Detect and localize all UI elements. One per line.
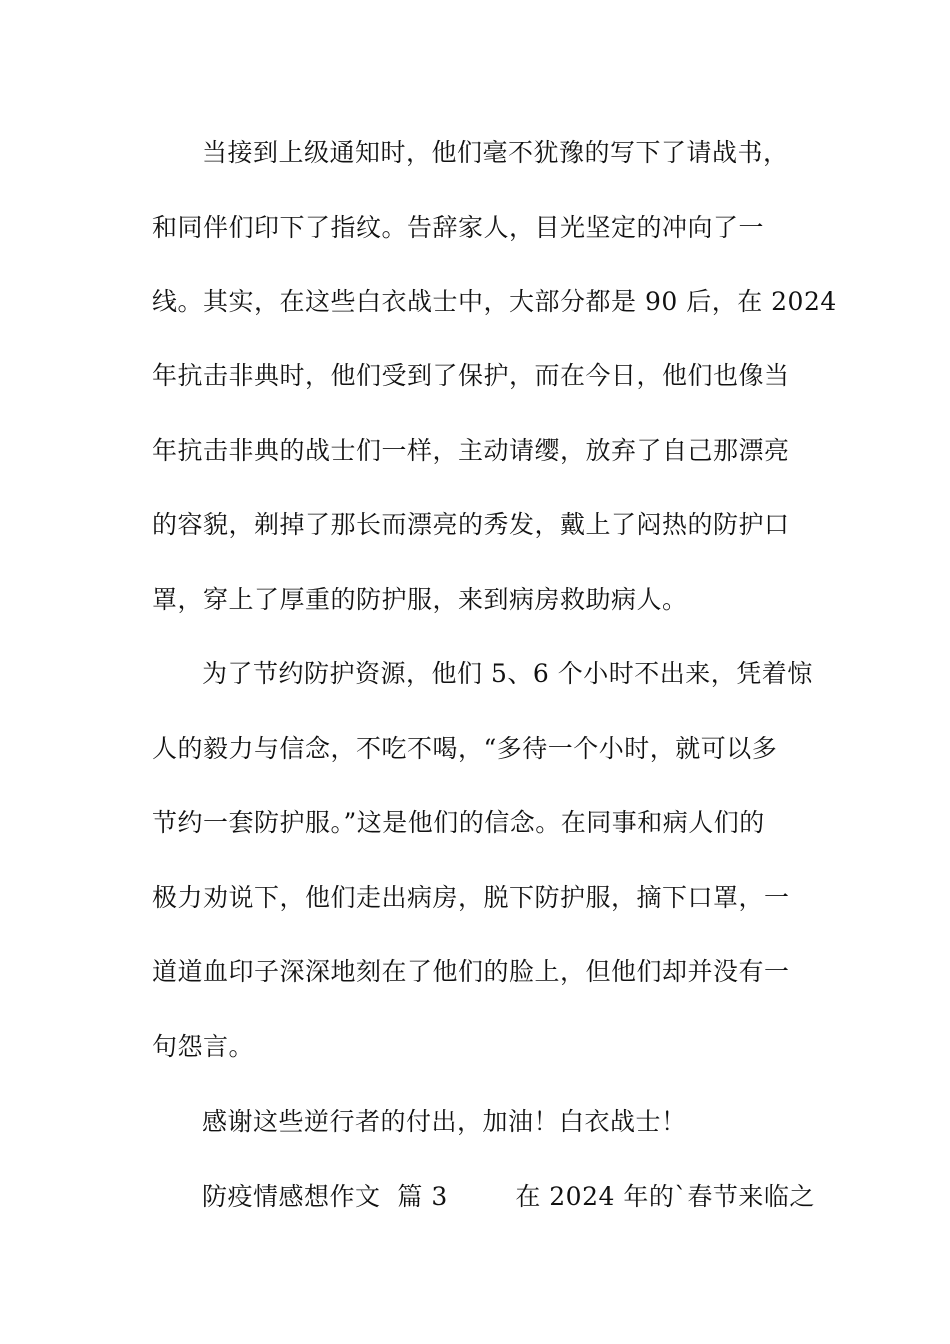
text-line: 年抗击非典的战士们一样，主动请缨，放弃了自己那漂亮: [152, 436, 790, 465]
text-line: 的容貌，剃掉了那长而漂亮的秀发，戴上了闷热的防护口: [152, 510, 790, 539]
text-line: 和同伴们印下了指纹。告辞家人，目光坚定的冲向了一: [152, 213, 765, 242]
text-line: 感谢这些逆行者的付出，加油！白衣战士！: [202, 1107, 687, 1136]
text-line: 线。其实，在这些白衣战士中，大部分都是 90 后，在 2024: [152, 287, 837, 316]
text-line: 极力劝说下，他们走出病房，脱下防护服，摘下口罩，一: [152, 883, 790, 912]
text-line: 节约一套防护服。”这是他们的信念。在同事和病人们的: [152, 808, 765, 837]
text-line: 罩，穿上了厚重的防护服，来到病房救助病人。: [152, 585, 688, 614]
text-line: 为了节约防护资源，他们 5、6 个小时不出来，凭着惊: [202, 659, 813, 688]
text-line: 防疫情感想作文 篇 3 在 2024 年的`春节来临之: [202, 1182, 815, 1211]
text-line: 人的毅力与信念，不吃不喝，“多待一个小时，就可以多: [152, 734, 778, 763]
text-line: 年抗击非典时，他们受到了保护，而在今日，他们也像当: [152, 361, 790, 390]
text-line: 道道血印子深深地刻在了他们的脸上，但他们却并没有一: [152, 957, 790, 986]
text-line: 当接到上级通知时，他们毫不犹豫的写下了请战书，: [202, 138, 789, 167]
text-line: 句怨言。: [152, 1032, 255, 1061]
